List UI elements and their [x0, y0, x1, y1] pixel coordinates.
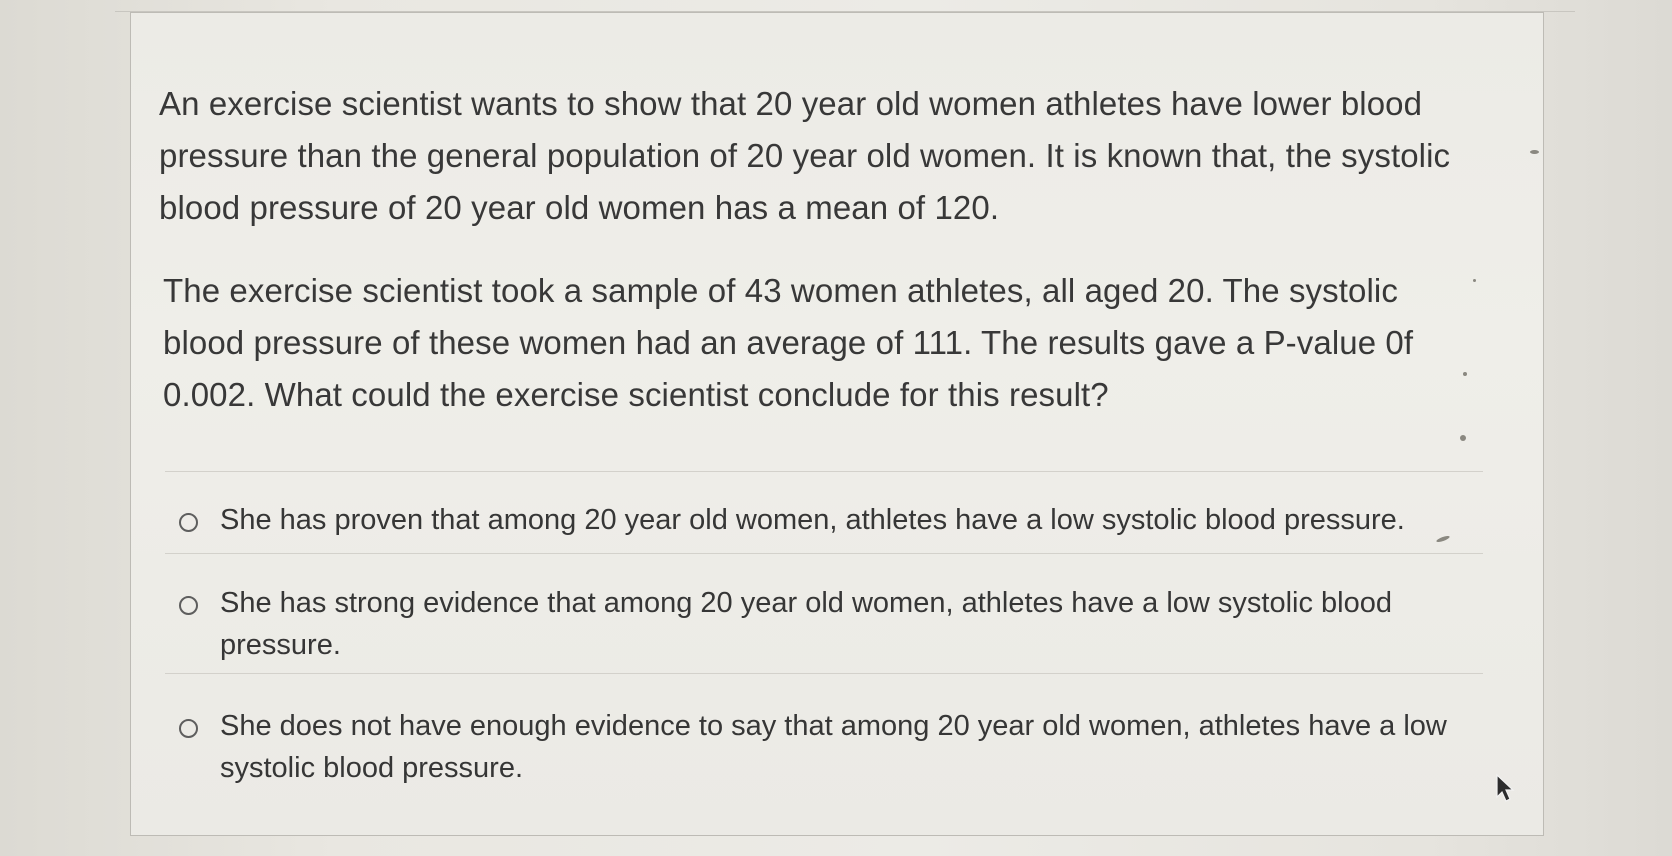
screen-speck — [1530, 150, 1539, 154]
option-divider — [165, 673, 1483, 674]
answer-option-label: She does not have enough evidence to say that among 20 year old women, athletes have a low systolic blood pressure. — [220, 710, 1447, 784]
answer-option-label: She has proven that among 20 year old women, athletes have a low systolic blood pressure. — [220, 504, 1405, 536]
question-text-paragraph-1: An exercise scientist wants to show that 20 year old women athletes have lower blood pressure than the general population of 20 year old women. It is known that, the systolic blood pressure of 20 year old women has a mean of 120. — [159, 85, 1451, 226]
answer-option-2[interactable] — [179, 582, 1459, 666]
mouse-pointer-icon — [1495, 773, 1517, 803]
answer-option-label: She has strong evidence that among 20 year old women, athletes have a low systolic blood pressure. — [220, 587, 1392, 661]
question-text-paragraph-2: The exercise scientist took a sample of 43 women athletes, all aged 20. The systolic blood pressure of these women had an average of 111. The results gave a P-value 0f 0.002. What could the exercise scientist conclude for this result? — [163, 272, 1414, 413]
option-divider — [165, 553, 1483, 554]
radio-button-icon[interactable] — [179, 719, 198, 738]
option-divider — [165, 471, 1483, 472]
screen-speck — [1473, 279, 1476, 282]
screen-speck — [1460, 435, 1466, 441]
radio-button-icon[interactable] — [179, 513, 198, 532]
screen-speck — [1463, 372, 1467, 376]
answer-option-3[interactable] — [179, 705, 1459, 789]
question-card — [130, 12, 1544, 836]
answer-option-1[interactable] — [179, 499, 1459, 541]
radio-button-icon[interactable] — [179, 596, 198, 615]
